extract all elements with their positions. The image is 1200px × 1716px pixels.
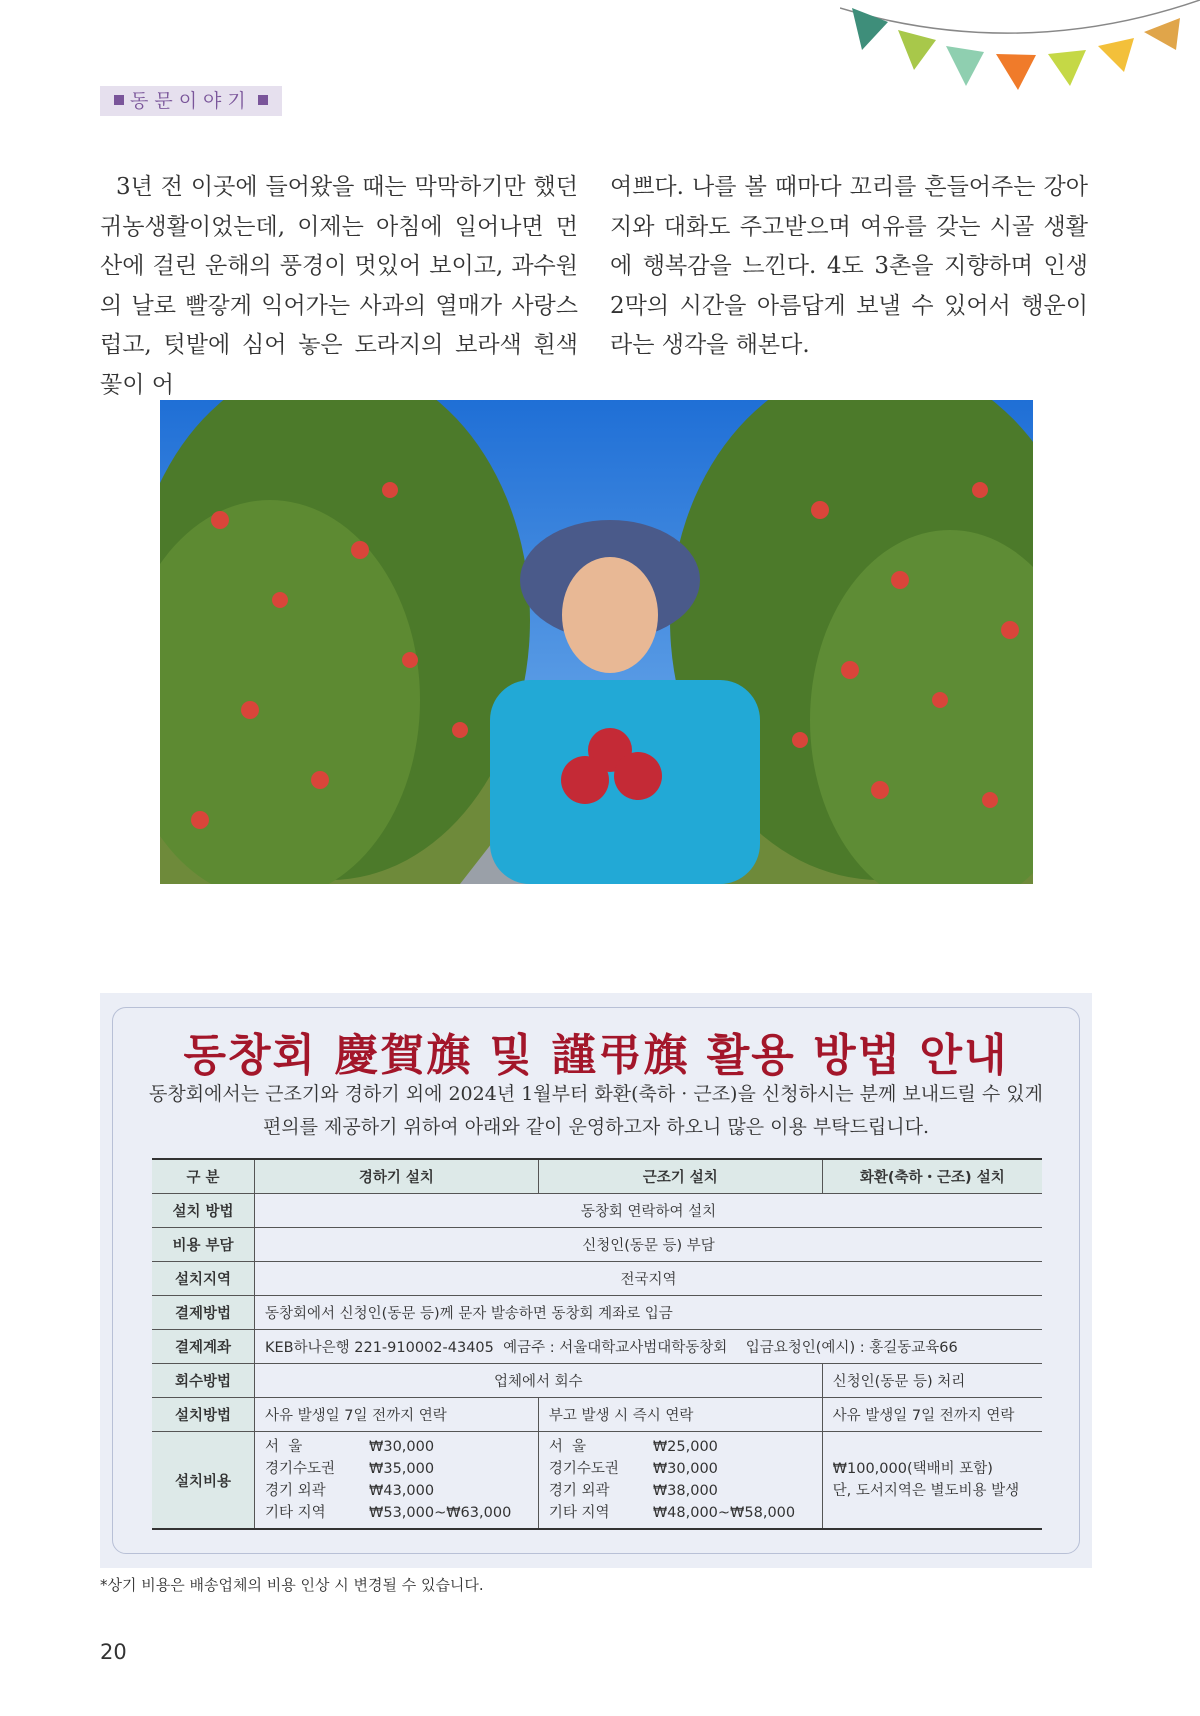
cost-area: 서 울 xyxy=(548,1439,587,1455)
table-row xyxy=(152,1330,1042,1364)
header-wreath: 화환(축하・근조) 설치 xyxy=(822,1159,1042,1194)
notice-description: 동창회에서는 근조기와 경하기 외에 2024년 1월부터 화환(축하 · 근조)을 신청하시는 분께 보내드릴 수 있게 편의를 제공하기 위하여 아래와 같이 운영하고자 하오니 많은 이용 부탁드립니다. xyxy=(149,1083,1043,1138)
cell-value: 부고 발생 시 즉시 연락 xyxy=(538,1398,822,1432)
cell-value: 사유 발생일 7일 전까지 연락 xyxy=(822,1398,1042,1432)
row-label: 회수방법 xyxy=(152,1364,255,1398)
table-row xyxy=(152,1364,1042,1398)
header-condolence-flag: 근조기 설치 xyxy=(538,1159,822,1194)
cell-value: 동창회에서 신청인(동문 등)께 문자 발송하면 동창회 계좌로 입금 xyxy=(255,1296,1043,1330)
cell-value: 신청인(동문 등) 부담 xyxy=(255,1228,1043,1262)
cell-value: 신청인(동문 등) 처리 xyxy=(822,1364,1042,1398)
cell-value: KEB하나은행 221-910002-43405 예금주 : 서울대학교사범대학동창회 입금요청인(예시) : 홍길동교육66 xyxy=(255,1330,1043,1364)
orchard-photo xyxy=(160,400,1033,884)
row-label: 설치지역 xyxy=(152,1262,255,1296)
cell-value: 동창회 연락하여 설치 xyxy=(255,1194,1043,1228)
bunting-decoration xyxy=(840,0,1200,100)
cost-cell-congrats xyxy=(255,1432,539,1530)
cell-value: 사유 발생일 7일 전까지 연락 xyxy=(255,1398,539,1432)
cost-price: ₩53,000~₩63,000 xyxy=(369,1505,512,1521)
page-number: 20 xyxy=(100,1640,127,1664)
cost-area: 경기수도권 xyxy=(548,1461,619,1477)
square-icon xyxy=(114,95,124,105)
table-row xyxy=(152,1262,1042,1296)
table-row xyxy=(152,1194,1042,1228)
cost-area: 기타 지역 xyxy=(548,1505,610,1521)
cell-value: 전국지역 xyxy=(255,1262,1043,1296)
row-label: 결제계좌 xyxy=(152,1330,255,1364)
header-congrats-flag: 경하기 설치 xyxy=(255,1159,539,1194)
cost-price: ₩30,000 xyxy=(652,1461,718,1477)
row-label: 결제방법 xyxy=(152,1296,255,1330)
row-label: 설치방법 xyxy=(152,1398,255,1432)
cost-area: 경기 외곽 xyxy=(548,1483,610,1499)
wreath-price: ₩100,000(택배비 포함) xyxy=(832,1461,993,1477)
cost-area: 경기 외곽 xyxy=(265,1483,326,1499)
fee-table xyxy=(152,1158,1042,1530)
wreath-note: 단, 도서지역은 별도비용 발생 xyxy=(832,1483,1020,1499)
body-text-left: 3년 전 이곳에 들어왔을 때는 막막하기만 했던 귀농생활이었는데, 이제는 아침에 일어나면 먼 산에 걸린 운해의 풍경이 멋있어 보이고, 과수원의 날로 빨갛게 익어가는 사과의 열매가 사랑스럽고, 텃밭에 심어 놓은 도라지의 보라색 흰색 꽃이 어 xyxy=(100,174,578,398)
cost-area: 경기수도권 xyxy=(265,1461,336,1477)
cost-price: ₩30,000 xyxy=(369,1439,435,1455)
row-label: 설치 방법 xyxy=(152,1194,255,1228)
cost-area: 서 울 xyxy=(265,1439,303,1455)
square-icon xyxy=(258,95,268,105)
footnote: *상기 비용은 배송업체의 비용 인상 시 변경될 수 있습니다. xyxy=(100,1576,484,1594)
cost-area: 기타 지역 xyxy=(265,1505,326,1521)
cost-price: ₩38,000 xyxy=(652,1483,718,1499)
cost-cell-condolence xyxy=(538,1432,822,1530)
cost-price: ₩35,000 xyxy=(369,1461,435,1477)
cell-value: 업체에서 회수 xyxy=(255,1364,823,1398)
table-row xyxy=(152,1398,1042,1432)
notice-title: 동창회 慶賀旗 및 謹弔旗 활용 방법 안내 xyxy=(183,1030,1009,1081)
row-label: 비용 부담 xyxy=(152,1228,255,1262)
section-tag-label: 동문이야기 xyxy=(130,90,252,112)
cost-cell-wreath xyxy=(822,1432,1042,1530)
row-label: 설치비용 xyxy=(152,1432,255,1530)
table-row xyxy=(152,1432,1042,1530)
cost-price: ₩25,000 xyxy=(652,1439,718,1455)
cost-price: ₩48,000~₩58,000 xyxy=(652,1505,796,1521)
cost-price: ₩43,000 xyxy=(369,1483,435,1499)
table-row xyxy=(152,1228,1042,1262)
table-row xyxy=(152,1296,1042,1330)
header-category: 구 분 xyxy=(152,1159,255,1194)
table-header-row xyxy=(152,1159,1042,1194)
notice-box xyxy=(100,993,1092,1568)
section-tag xyxy=(100,86,282,116)
body-text-right: 여쁘다. 나를 볼 때마다 꼬리를 흔들어주는 강아지와 대화도 주고받으며 여유를 갖는 시골 생활에 행복감을 느낀다. 4도 3촌을 지향하며 인생 2막의 시간을 아름답게 보낼 수 있어서 행운이라는 생각을 해본다. xyxy=(610,174,1088,358)
